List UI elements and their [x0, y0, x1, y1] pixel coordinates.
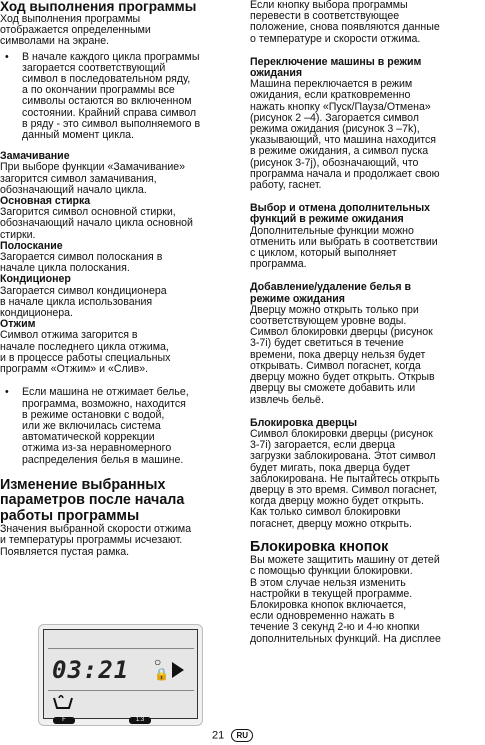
bullet-cycle-symbols	[0, 52, 242, 142]
standby-text	[250, 79, 484, 191]
rinse-text	[0, 252, 242, 274]
heading-soak: Замачивание	[0, 150, 70, 163]
heading-extra-functions-line: функций в режиме ожидания	[250, 213, 404, 226]
door-lock-text-line: заблокирована. Не пытайтесь открыть	[250, 472, 440, 485]
change-text	[0, 524, 242, 558]
heading-conditioner: Кондиционер	[0, 273, 71, 286]
intro-text-line: отображается определенными	[0, 24, 151, 37]
lock-icon: ○ 🔒	[154, 655, 169, 681]
extra-functions-text-line: программа.	[250, 258, 307, 271]
heading-standby	[250, 57, 484, 79]
bullet-text-line: данный момент цикла.	[22, 129, 135, 142]
door-lock-text-line: дверцу в это время. Символ погаснет,	[250, 483, 438, 496]
child-lock-text-line: Блокировка кнопок включается,	[250, 599, 407, 612]
rinse-text-line: начале цикла полоскания.	[0, 262, 130, 275]
intro-text-line: символами на экране.	[0, 35, 110, 48]
spin-text-line: и в процессе работы специальных	[0, 351, 171, 364]
heading-spin: Отжим	[0, 318, 36, 331]
child-lock-text-line: если одновременно нажать в	[250, 610, 395, 623]
lcd-time: 03:21	[52, 656, 130, 684]
display-tab-right: 1:3	[129, 717, 151, 724]
bullet-text-line: а по окончании программы все	[22, 84, 175, 97]
child-lock-text-line: В этом случае нельзя изменить	[250, 576, 406, 589]
extra-functions-text-line: Дополнительные функции можно	[250, 224, 414, 237]
conditioner-text-line: Загорается символ кондиционера	[0, 284, 167, 297]
extra-functions-text-line: с циклом, который выполняет	[250, 247, 397, 260]
add-laundry-text-line: дверцу можно будет открыть. Открыв	[250, 371, 435, 384]
standby-text-line: программа начала и продолжает свою	[250, 167, 440, 180]
add-laundry-text-line: извлечь бельё.	[250, 393, 324, 406]
display-tab-left: F	[53, 717, 75, 724]
standby-text-line: (рисунок 2 –4). Загорается символ	[250, 111, 419, 124]
door-lock-text-line: Символ блокировки дверцы (рисунок	[250, 427, 433, 440]
section-title-progress: Ход выполнения программы	[0, 0, 197, 14]
main-wash-text-line: обозначающий начало цикла основной	[0, 217, 193, 230]
bullet-text-line: символ в последовательном ряду,	[22, 73, 191, 86]
play-icon	[172, 662, 184, 678]
heading-add-laundry-line: режиме ожидания	[250, 292, 345, 305]
add-laundry-text-line: времени, пока дверцу нельзя будет	[250, 348, 426, 361]
bullet-text-line: в ряду - это символ выполняемого в	[22, 117, 201, 130]
standby-text-line: ожидания, если кратковременно	[250, 89, 411, 102]
soak-text-line: обозначающий начало цикла.	[0, 183, 147, 196]
spin-text	[0, 330, 242, 375]
add-laundry-text-line: Символ блокировки дверцы (рисунок	[250, 326, 433, 339]
bullet-text-line: автоматической коррекции	[22, 431, 155, 444]
change-text-line: Появляется пустая рамка.	[0, 545, 130, 558]
section-title-child-lock: Блокировка кнопок	[250, 538, 389, 555]
section-title-change-line: параметров после начала	[0, 492, 185, 509]
continued-text	[250, 0, 484, 45]
right-column	[250, 0, 484, 645]
standby-text-line: работу, гаснет.	[250, 179, 322, 192]
left-column	[0, 0, 242, 558]
standby-text-line: нажать кнопку «Пуск/Пауза/Отмена»	[250, 100, 431, 113]
child-lock-text-line: дополнительных функций. На дисплее	[250, 632, 441, 645]
extra-functions-text-line: отменить или выбрать в соответствии	[250, 235, 438, 248]
add-laundry-text	[250, 305, 484, 406]
rinse-text-line: Загорается символ полоскания в	[0, 251, 163, 264]
door-lock-text	[250, 429, 484, 530]
bullet-dot-icon: •	[5, 50, 9, 63]
child-lock-text-line: течение 3 секунд 2-ю и 4-ю кнопки	[250, 621, 420, 634]
intro-text-line: Ход выполнения программы	[0, 13, 141, 25]
heading-add-laundry-line: Добавление/удаление белья в	[250, 281, 411, 294]
bullet-text-line: отжима из-за неравномерного	[22, 442, 172, 455]
bullet-text-line: загорается соответствующий	[22, 61, 166, 74]
heading-main-wash: Основная стирка	[0, 195, 91, 208]
continued-text-line: положение, снова появляются данные	[250, 21, 440, 34]
conditioner-text-line: в начале цикла использования	[0, 295, 153, 308]
bullet-text-line: или же включилась система	[22, 419, 161, 432]
main-wash-text	[0, 207, 242, 241]
door-lock-text-line: загрузки заблокирована. Этот символ	[250, 450, 436, 463]
change-text-line: и температуры программы исчезают.	[0, 534, 183, 547]
door-lock-text-line: когда дверцу можно будет открыть.	[250, 495, 424, 508]
continued-text-line: о температуре и скорости отжима.	[250, 32, 421, 45]
section-title-change-line: Изменение выбранных	[0, 476, 166, 493]
bullet-no-spin	[0, 387, 242, 465]
bullet-text-line: распределения белья в машине.	[22, 453, 184, 466]
child-lock-text	[250, 555, 484, 645]
bullet-text	[22, 52, 242, 142]
section-title-change	[0, 478, 242, 525]
standby-text-line: (рисунок 3-7j), обозначающий, что	[250, 156, 419, 169]
section-title-change-line: работы программы	[0, 507, 140, 524]
heading-extra-functions	[250, 203, 484, 225]
add-laundry-text-line: соответствующем уровне воды.	[250, 315, 407, 328]
main-wash-text-line: стирки.	[0, 228, 36, 241]
heading-standby-line: Переключение машины в режим	[250, 55, 422, 68]
child-lock-text-line: Вы можете защитить машину от детей	[250, 554, 440, 567]
add-laundry-text-line: открывать. Символ погаснет, когда	[250, 359, 421, 372]
add-laundry-text-line: дверцу вы сможете добавить или	[250, 382, 416, 395]
intro-text	[0, 14, 242, 48]
heading-add-laundry	[250, 282, 484, 304]
bullet-text-line: В начале каждого цикла программы	[22, 50, 200, 63]
lcd-screen	[43, 629, 198, 719]
heading-standby-line: ожидания	[250, 67, 303, 80]
spin-text-line: Символ отжима загорится в	[0, 329, 138, 342]
child-lock-text-line: с помощью функции блокировки.	[250, 565, 413, 578]
door-lock-text-line: погаснет, дверцу можно открыть.	[250, 517, 412, 530]
bullet-text-line: символы остаются во включенном	[22, 95, 192, 108]
add-laundry-text-line: Дверцу можно открыть только при	[250, 303, 419, 316]
bullet-text-line: Если машина не отжимает белье,	[22, 386, 189, 399]
heading-rinse: Полоскание	[0, 239, 63, 252]
spin-text-line: начале последнего цикла отжима,	[0, 340, 169, 353]
bullet-text	[22, 387, 242, 465]
add-laundry-text-line: 3-7i) будет светиться в течение	[250, 337, 404, 350]
standby-text-line: указывающий, что машина находится	[250, 134, 437, 147]
wash-basin-icon	[52, 694, 74, 710]
soak-text	[0, 162, 242, 196]
door-lock-text-line: будет мигать, пока дверца будет	[250, 461, 411, 474]
main-wash-text-line: Загорится символ основной стирки,	[0, 206, 176, 219]
heading-door-lock: Блокировка дверцы	[250, 416, 358, 429]
language-badge: RU	[231, 729, 253, 742]
lcd-top-segment	[48, 633, 194, 649]
change-text-line: Значения выбранной скорости отжима	[0, 523, 192, 536]
standby-text-line: в режиме ожидания, а символ пуска	[250, 145, 429, 158]
child-lock-text-line: настройки в текущей программе.	[250, 587, 413, 600]
continued-text-line: перевести в соответствующее	[250, 10, 400, 23]
bullet-dot-icon: •	[5, 386, 9, 399]
extra-functions-text	[250, 226, 484, 271]
door-lock-text-line: 3-7i) загорается, если дверца	[250, 439, 396, 452]
door-lock-text-line: Как только символ блокировки	[250, 506, 401, 519]
soak-text-line: При выборе функции «Замачивание»	[0, 161, 186, 174]
conditioner-text-line: кондиционера.	[0, 307, 73, 320]
standby-text-line: режима ожидания (рисунок 3 –7k),	[250, 123, 420, 136]
soak-text-line: загорится символ замачивания,	[0, 172, 157, 185]
bullet-text-line: программа, возможно, находится	[22, 397, 186, 410]
spin-text-line: программ «Отжим» и «Слив».	[0, 363, 149, 376]
display-panel-illustration	[38, 624, 203, 726]
bullet-text-line: в режиме остановки с водой,	[22, 408, 165, 421]
bullet-text-line: состоянии. Крайний справа символ	[22, 106, 197, 119]
page-footer	[212, 729, 253, 742]
standby-text-line: Машина переключается в режим	[250, 78, 413, 91]
heading-extra-functions-line: Выбор и отмена дополнительных	[250, 202, 431, 215]
conditioner-text	[0, 286, 242, 320]
page-number: 21	[212, 729, 225, 742]
continued-text-line: Если кнопку выбора программы	[250, 0, 408, 11]
